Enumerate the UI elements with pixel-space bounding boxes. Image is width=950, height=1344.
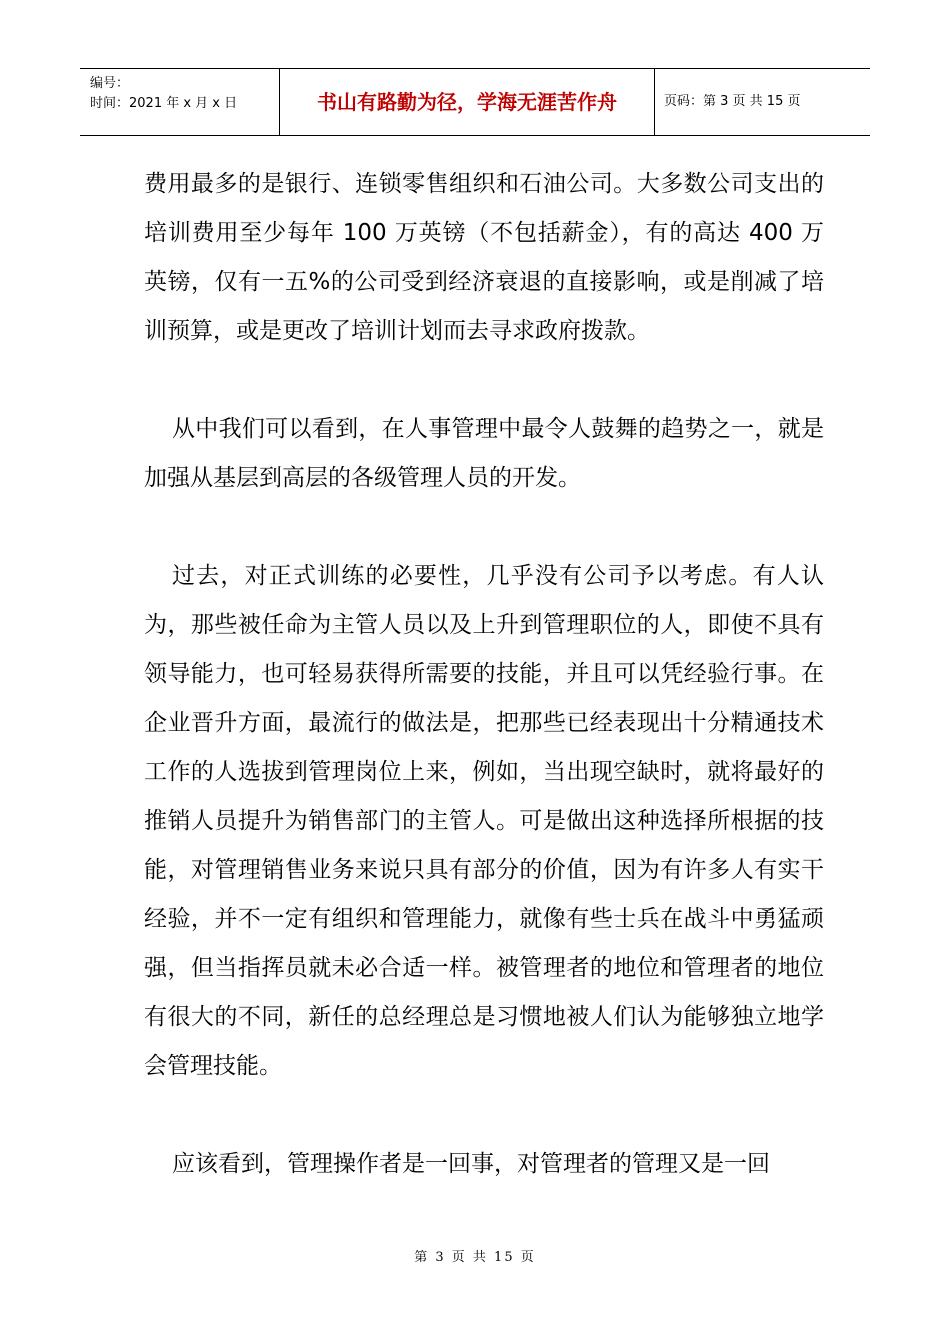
paragraph: 过去，对正式训练的必要性，几乎没有公司予以考虑。有人认为，那些被任命为主管人员以及上升到管理职位的人，即使不具有领导能力，也可轻易获得所需要的技能，并且可以凭经验行事。在企业晋升方面，最流行的做法是，把那些已经表现出十分精通技术工作的人选拔到管理岗位上来，例如，当出现空缺时，就将最好的推销人员提升为销售部门的主管人。可是做出这种选择所根据的技能，对管理销售业务来说只具有部分的价值，因为有许多人有实干经验，并不一定有组织和管理能力，就像有些士兵在战斗中勇猛顽强，但当指挥员就未必合适一样。被管理者的地位和管理者的地位有很大的不同，新任的总经理总是习惯地被人们认为能够独立地学会管理技能。 bbox=[144, 563, 824, 1079]
header-divider bbox=[654, 69, 655, 135]
paragraph-continued: 费用最多的是银行、连锁零售组织和石油公司。大多数公司支出的培训费用至少每年 100 万英镑（不包括薪金），有的高达 400 万英镑，仅有一五%的公司受到经济衰退的直接影响，或是削减了培训预算，或是更改了培训计划而去寻求政府拨款。 bbox=[144, 171, 824, 344]
paragraph: 从中我们可以看到，在人事管理中最令人鼓舞的趋势之一，就是加强从基层到高层的各级管理人员的开发。 bbox=[144, 416, 824, 491]
document-number-label: 编号： bbox=[90, 76, 130, 91]
document-body bbox=[144, 160, 824, 1189]
paragraph: 应该看到，管理操作者是一回事，对管理者的管理又是一回 bbox=[172, 1151, 770, 1177]
document-meta bbox=[90, 74, 237, 114]
page-footer: 第 3 页 共 15 页 bbox=[414, 1250, 536, 1265]
page-header bbox=[80, 68, 870, 136]
document-time-label: 时间：2021 年 x 月 x 日 bbox=[90, 96, 238, 111]
paragraph-gap bbox=[144, 1091, 824, 1140]
header-page-info: 页码：第 3 页 共 15 页 bbox=[664, 94, 801, 109]
paragraph-gap bbox=[144, 503, 824, 552]
header-motto: 书山有路勤为径，学海无涯苦作舟 bbox=[317, 90, 617, 114]
paragraph-gap bbox=[144, 356, 824, 405]
